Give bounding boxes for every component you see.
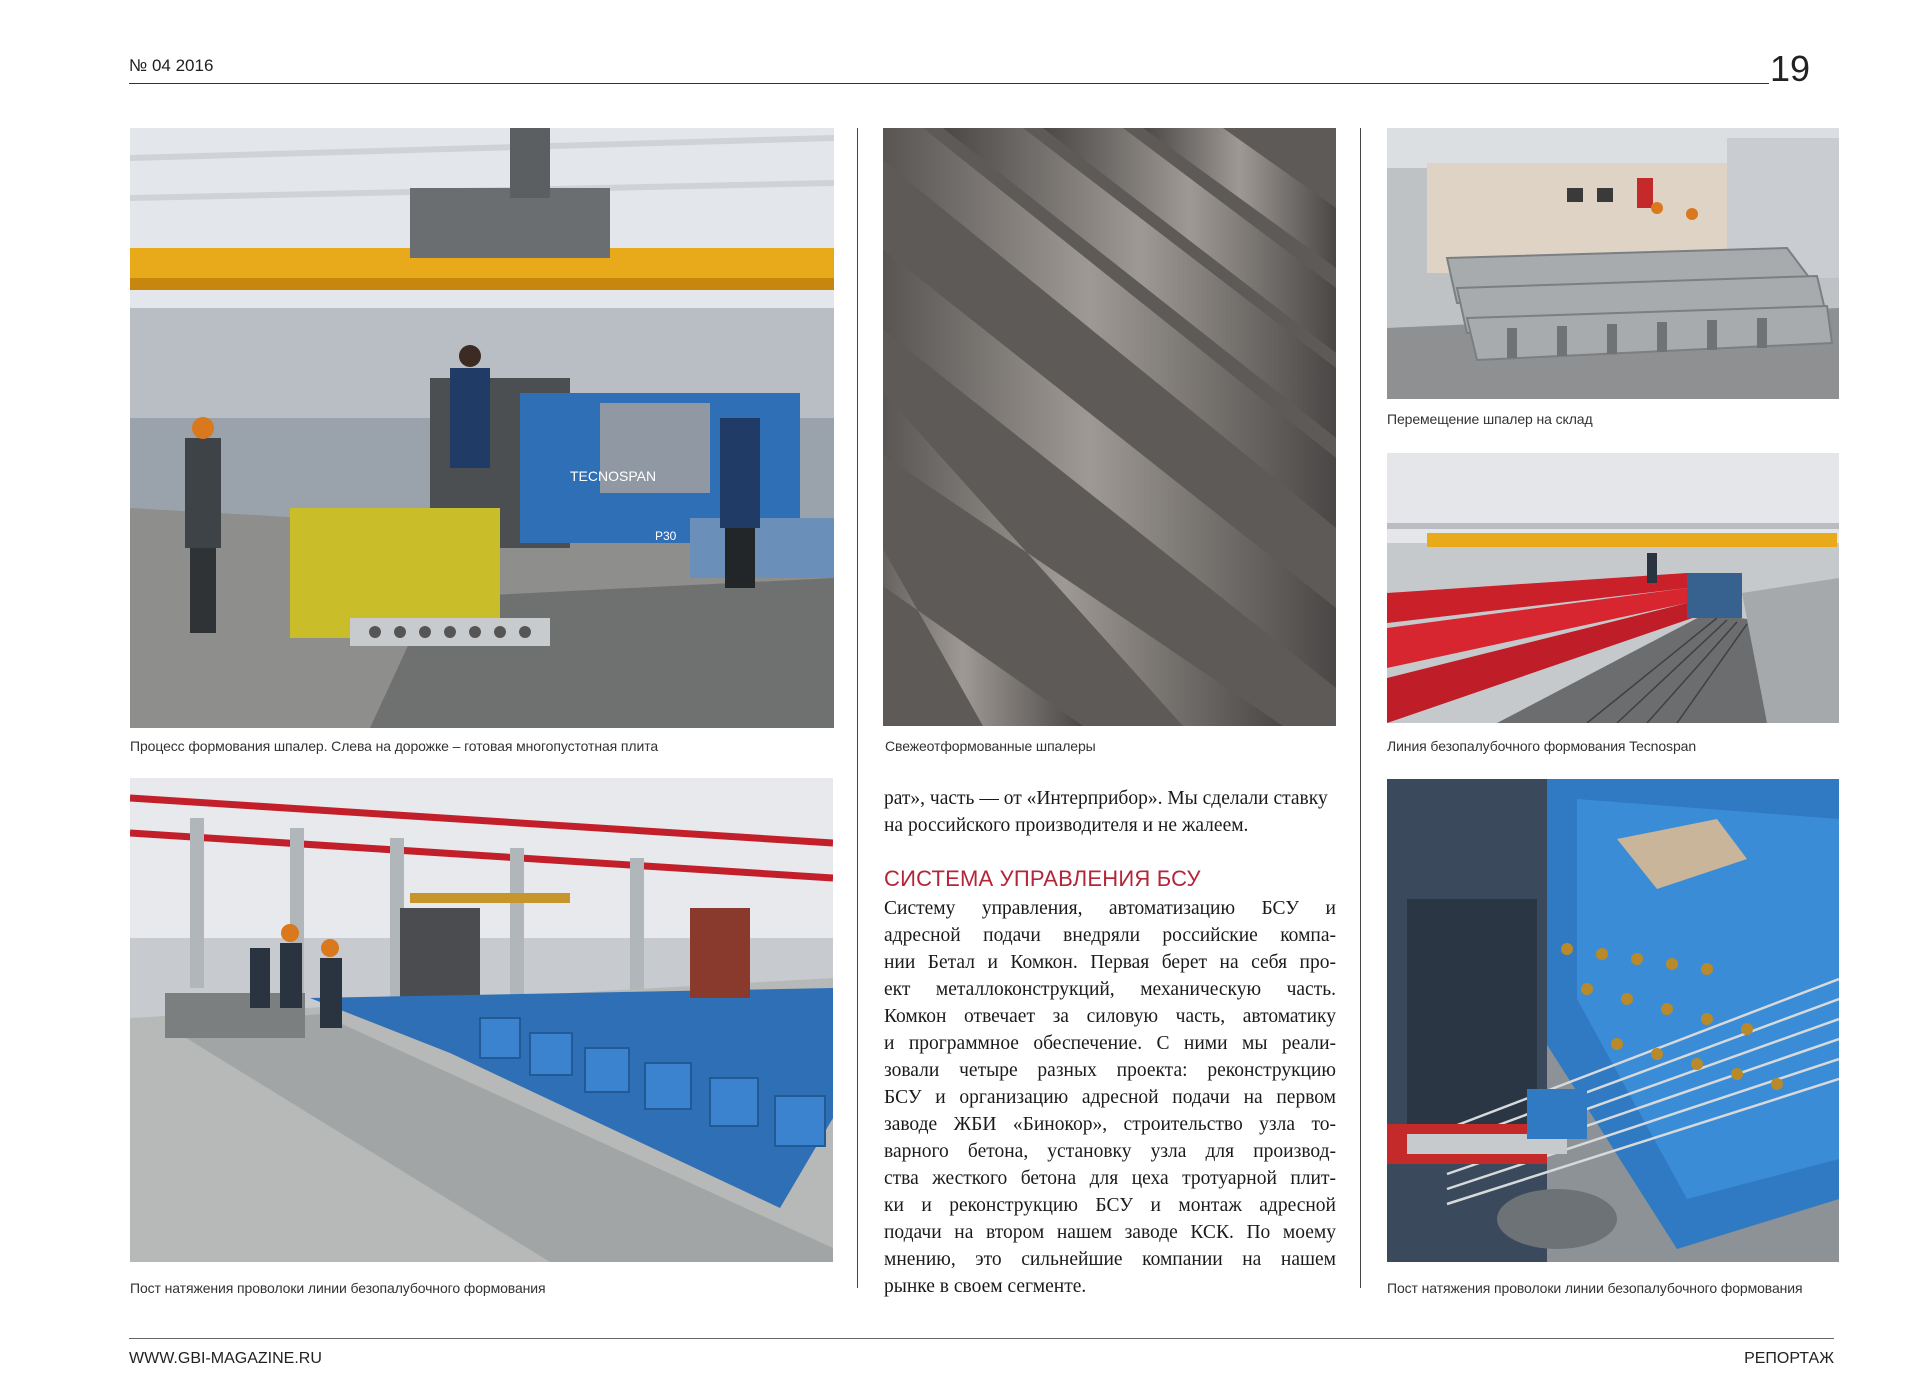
machine-model-label: P30 <box>655 529 677 543</box>
article-line: ки и реконструкцию БСУ и монтаж адресной <box>884 1195 1336 1216</box>
machine-brand-label: TECNOSPAN <box>570 468 657 484</box>
article-line: подачи на втором нашем заводе КСК. По моему <box>884 1222 1336 1243</box>
article-line: адресной подачи внедряли российские компа- <box>884 925 1336 946</box>
photo-wire-tension-post-closeup <box>1387 779 1839 1262</box>
article-line: и программное обеспечение. С ними мы реали- <box>884 1033 1336 1054</box>
footer-website: WWW.GBI-MAGAZINE.RU <box>129 1350 322 1367</box>
article-line: ект металлоконструкций, механическую часть. <box>884 979 1336 1000</box>
footer-section-label: РЕПОРТАЖ <box>1744 1350 1834 1367</box>
caption-photo-forming-process: Процесс формования шпалер. Слева на дорожке – готовая многопустотная плита <box>130 738 659 754</box>
page-number: 19 <box>1770 48 1811 89</box>
photo-forming-process <box>130 128 834 728</box>
article-line: мнению, это сильнейшие компании на нашем <box>884 1249 1336 1270</box>
article-line: рынке в своем сегменте. <box>884 1276 1087 1297</box>
article-lead <box>884 785 1336 839</box>
article-line: варного бетона, установку узла для производ- <box>884 1141 1336 1162</box>
footer-rule <box>129 1338 1834 1339</box>
article-line: БСУ и организацию адресной подачи на первом <box>884 1087 1336 1108</box>
photo-fresh-sleepers <box>883 128 1336 726</box>
article-line: Комкон отвечает за силовую часть, автоматику <box>884 1006 1336 1027</box>
column-divider-1 <box>857 128 858 1288</box>
section-title: СИСТЕМА УПРАВЛЕНИЯ БСУ <box>884 866 1201 891</box>
article-paragraph <box>884 895 1336 1300</box>
photo-sleepers-to-warehouse <box>1387 128 1839 399</box>
article-line: зовали четыре разных проекта: реконструкцию <box>884 1060 1336 1081</box>
article-line: ства жесткого бетона для цеха тротуарной плит- <box>884 1168 1336 1189</box>
caption-photo-wire-tension-post-wide: Пост натяжения проволоки линии безопалубочного формования <box>130 1280 546 1296</box>
caption-photo-wire-tension-post-closeup: Пост натяжения проволоки линии безопалубочного формования <box>1387 1280 1803 1296</box>
caption-photo-sleepers-to-warehouse: Перемещение шпалер на склад <box>1387 411 1593 427</box>
column-divider-2 <box>1360 128 1361 1288</box>
issue-number: № 04 2016 <box>129 56 214 75</box>
article-lead-line: рат», часть — от «Интерприбор». Мы сделали ставку <box>884 788 1328 809</box>
header-rule <box>129 83 1769 84</box>
article-lead-line: на российского производителя и не жалеем. <box>884 815 1249 836</box>
caption-photo-fresh-sleepers: Свежеотформованные шпалеры <box>885 738 1096 754</box>
article-line: заводе ЖБИ «Бинокор», строительство узла то- <box>884 1114 1336 1135</box>
caption-photo-tecnospan-line: Линия безопалубочного формования Tecnospan <box>1387 738 1697 754</box>
article-line: Систему управления, автоматизацию БСУ и <box>884 898 1336 919</box>
photo-tecnospan-line <box>1387 453 1839 723</box>
article-line: нии Бетал и Комкон. Первая берет на себя про- <box>884 952 1336 973</box>
photo-wire-tension-post-wide <box>130 778 833 1262</box>
